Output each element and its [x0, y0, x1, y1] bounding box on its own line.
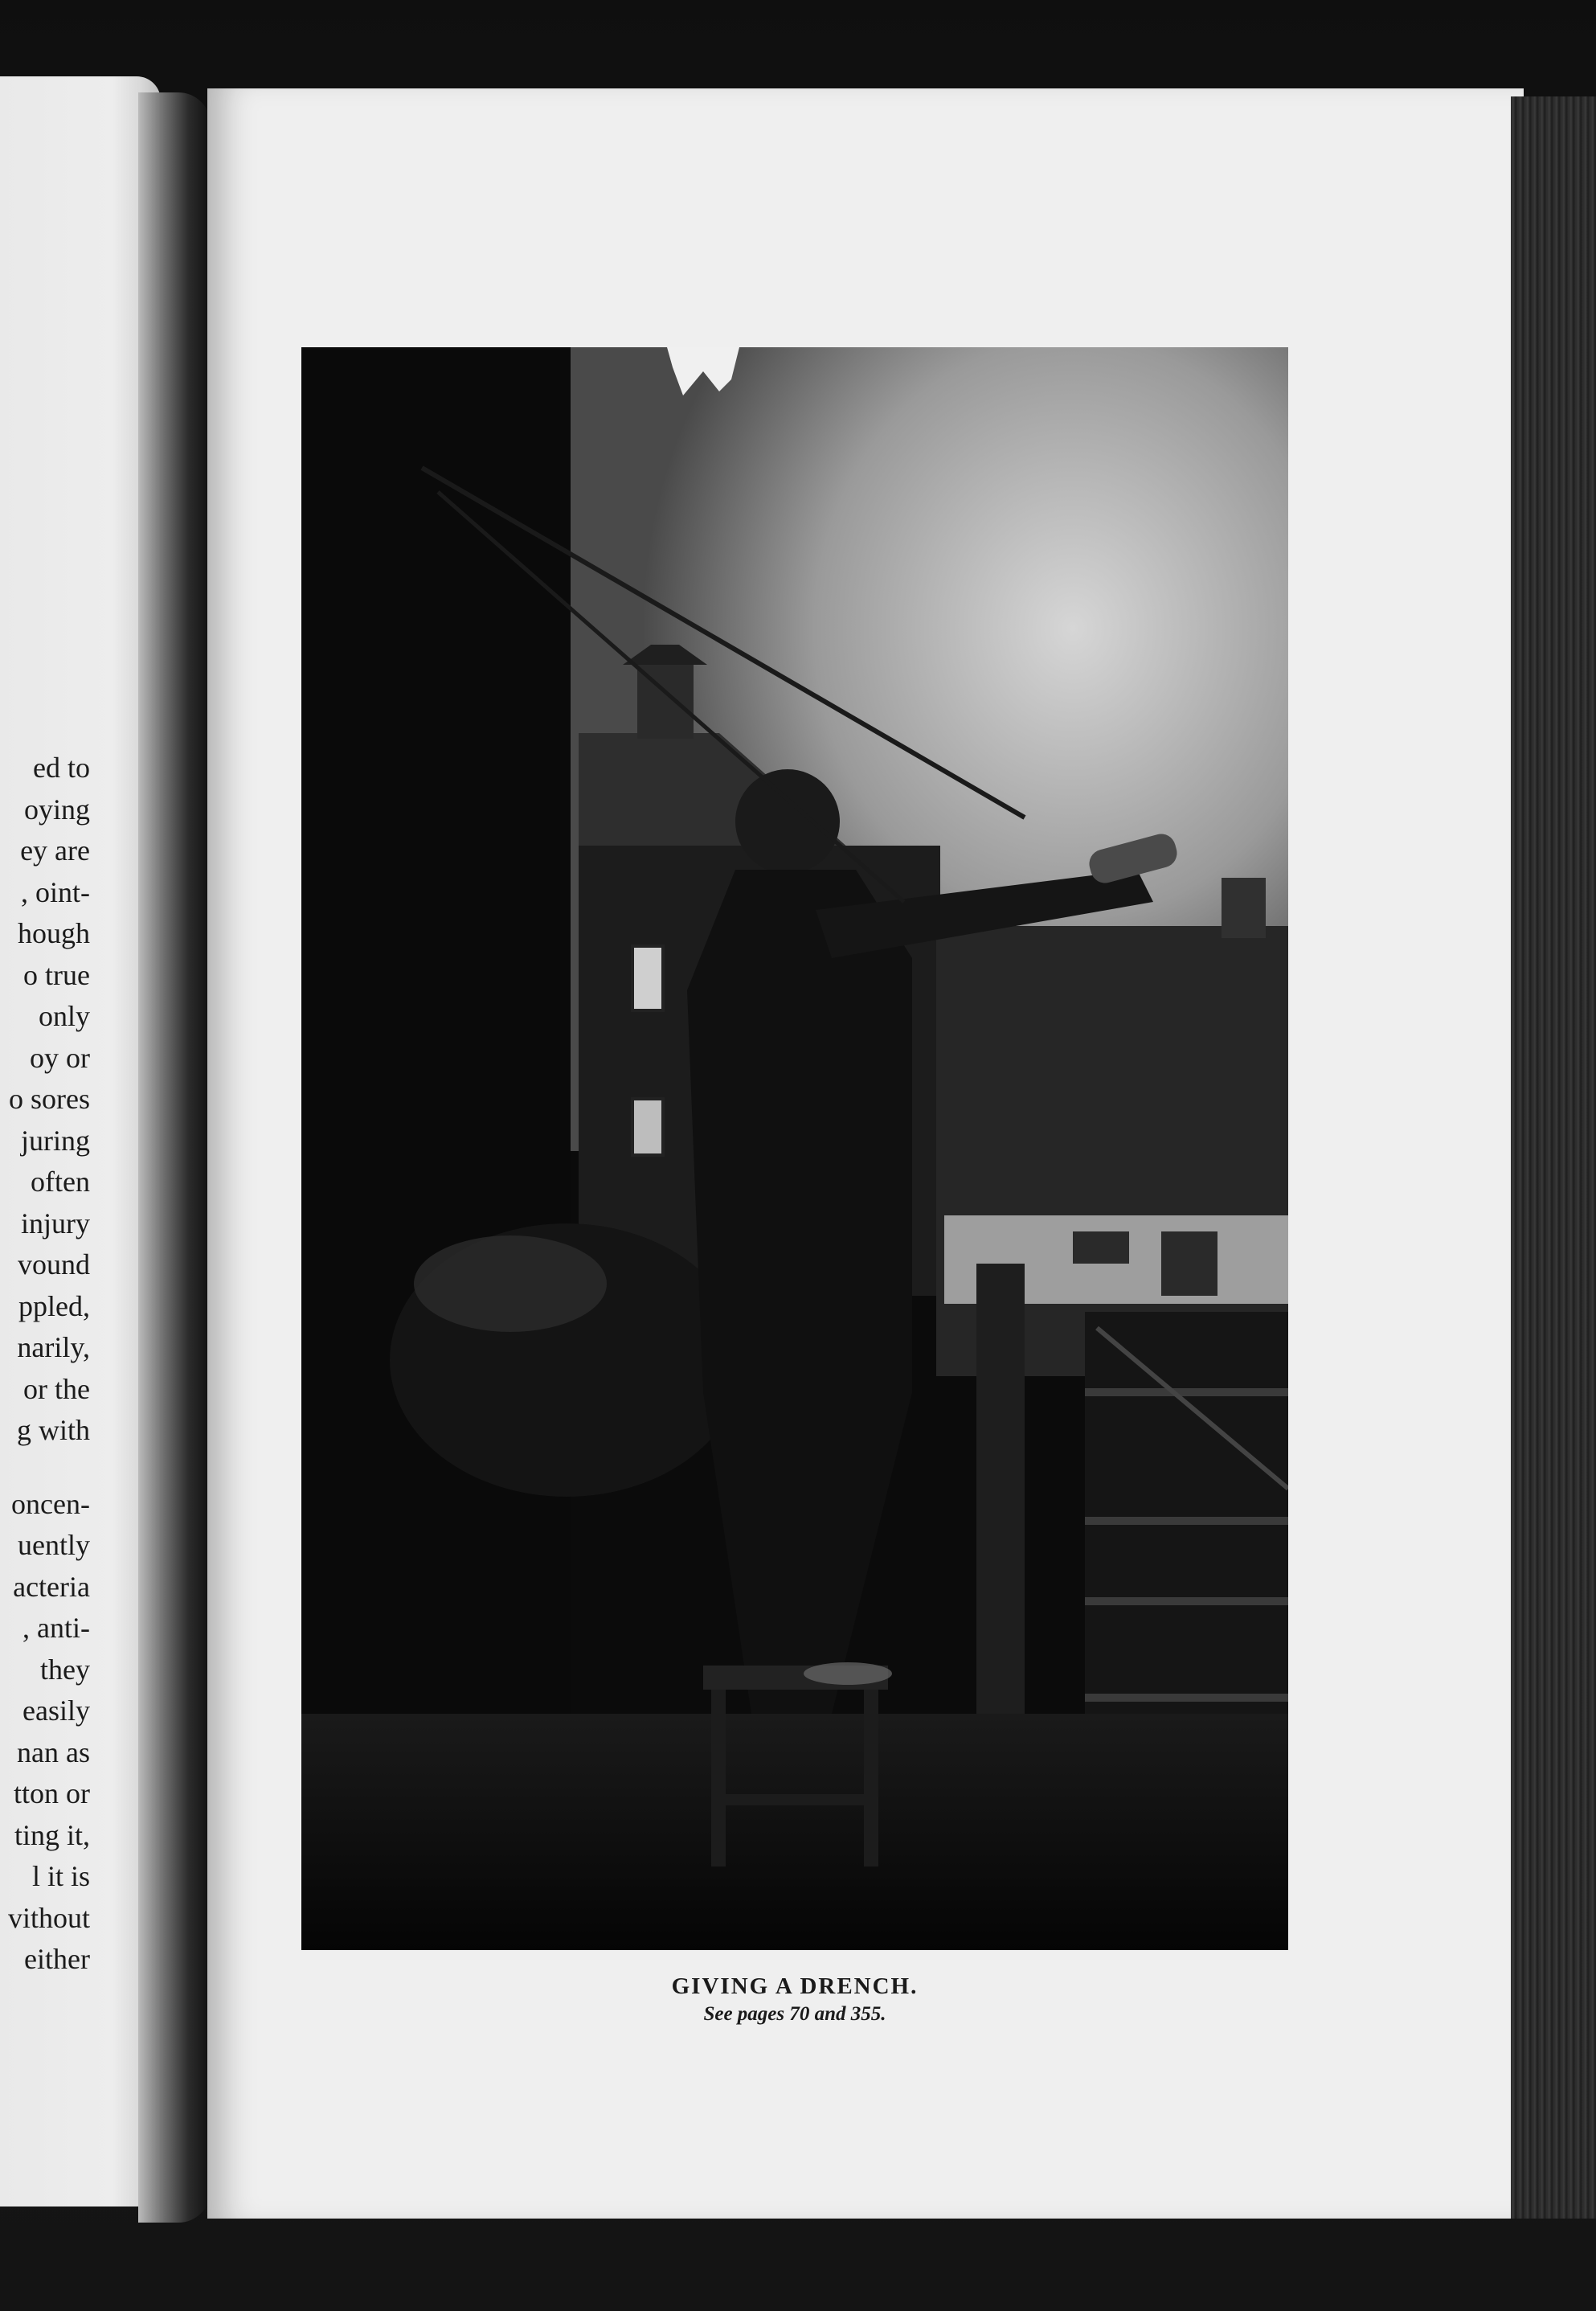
photo-caption: [301, 1973, 1288, 2026]
building-window: [1161, 1231, 1217, 1296]
text-line: often: [31, 1166, 90, 1198]
text-line: oy or: [30, 1041, 90, 1074]
text-line: tton or: [14, 1777, 90, 1809]
photo-plate: [301, 347, 1288, 1950]
text-line: juring: [21, 1124, 90, 1157]
man-body: [687, 870, 912, 1714]
man-head: [735, 769, 840, 874]
drench-photograph: [301, 347, 1288, 1950]
barn-wall: [301, 347, 571, 1950]
text-line: vound: [18, 1248, 90, 1280]
book-gutter: [138, 92, 211, 2223]
text-line: ed to: [33, 752, 90, 784]
text-line: ting it,: [14, 1818, 90, 1851]
text-line: narily,: [17, 1331, 90, 1363]
text-line: uently: [18, 1529, 90, 1561]
text-line: l it is: [31, 1860, 90, 1892]
facing-page-text: [0, 748, 90, 1981]
page-edge: [1511, 96, 1596, 2219]
facing-page: [0, 76, 161, 2207]
text-line: vithout: [7, 1901, 90, 1934]
man-foot: [804, 1662, 892, 1685]
text-line: ey are: [20, 834, 90, 867]
text-line: only: [38, 1000, 90, 1032]
chimney: [1222, 878, 1266, 938]
text-line: injury: [21, 1207, 90, 1239]
text-line: easily: [23, 1694, 90, 1727]
text-line: oncen-: [11, 1487, 90, 1520]
text-line: , oint-: [21, 875, 90, 908]
text-line: , anti-: [23, 1612, 90, 1644]
ground: [301, 1714, 1288, 1950]
text-line: g with: [16, 1414, 90, 1446]
text-line: oying: [23, 793, 90, 826]
caption-title: GIVING A DRENCH.: [671, 1973, 919, 1999]
text-line: they: [40, 1653, 90, 1686]
barn-window-lower: [632, 1099, 663, 1155]
barn-window: [632, 946, 663, 1010]
text-line: nan as: [17, 1735, 90, 1768]
caption-page-reference: See pages 70 and 355.: [703, 2003, 886, 2025]
text-line: ppled,: [18, 1289, 90, 1322]
text-line: hough: [18, 917, 90, 949]
text-line: o sores: [9, 1083, 90, 1115]
post: [976, 1264, 1025, 1714]
text-line: either: [24, 1943, 90, 1975]
text-line: acteria: [13, 1570, 90, 1603]
building-window-2: [1073, 1231, 1129, 1264]
text-line: or the: [23, 1372, 90, 1405]
paragraph-gap: [0, 1452, 90, 1484]
text-line: o true: [23, 958, 90, 991]
